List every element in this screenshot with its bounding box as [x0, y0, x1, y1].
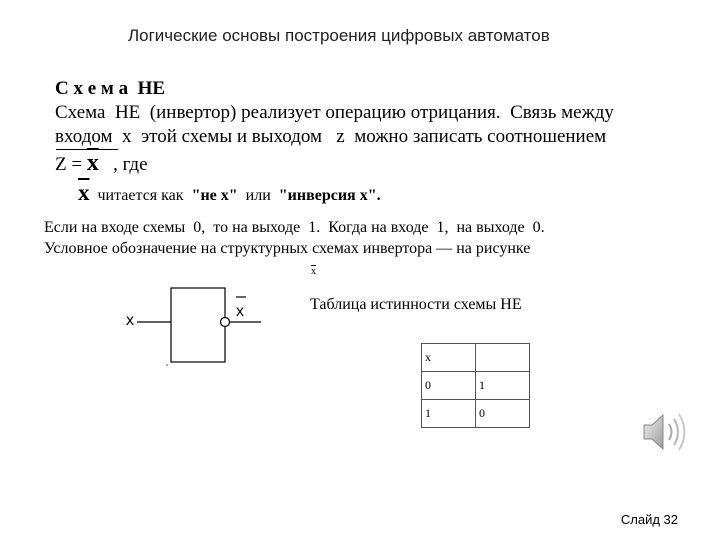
note-variable: $\overline{x}$ — [78, 180, 90, 205]
table-row — [422, 372, 530, 400]
slide-number: Слайд 32 — [620, 512, 678, 527]
note-text: читается как — [97, 187, 192, 204]
table-row — [422, 400, 530, 428]
slide-title: Логические основы построения цифровых автоматов — [128, 26, 550, 45]
small-x-label: $\overline{x}$ — [311, 266, 316, 277]
formula-prefix: Z = — [55, 154, 87, 175]
inverter-symbol — [115, 280, 275, 380]
table-cell: 1 — [476, 372, 530, 400]
heading-label: С х е м а — [55, 78, 129, 99]
table-cell: x — [422, 344, 476, 372]
paragraph1-line2: входом x этой схемы и выходом z можно записать соотношением — [55, 126, 607, 147]
table-cell: 0 — [422, 372, 476, 400]
formula-suffix: , где — [113, 154, 148, 175]
dot-mark — [166, 364, 168, 366]
paragraph2-line2: Условное обозначение на структурных схемах инвертора — на рисунке — [44, 240, 531, 257]
table-cell: 1 — [422, 400, 476, 428]
input-label: x — [126, 312, 134, 329]
note-middle: или — [237, 187, 279, 204]
truth-table-title — [310, 296, 522, 314]
note-quote-1: "не x" — [191, 187, 238, 204]
paragraph1-line1: Схема НЕ (инвертор) реализует операцию отрицания. Связь между — [55, 102, 614, 123]
speaker-icon[interactable] — [638, 408, 694, 456]
output-label: x — [236, 303, 244, 320]
table-cell: 0 — [476, 400, 530, 428]
truth-table-title-text: Таблица истинности схемы НЕ — [310, 296, 522, 313]
inverter-box — [171, 288, 225, 362]
truth-table — [421, 343, 530, 428]
table-row — [422, 344, 530, 372]
note-quote-2: "инверсия x". — [278, 187, 381, 204]
formula-variable: $\overline{x}$ — [86, 150, 99, 176]
inversion-bubble — [221, 318, 230, 327]
paragraph2-line1: Если на входе схемы 0, то на выходе 1. Когда на входе 1, на выходе 0. — [44, 219, 545, 236]
note-line — [78, 180, 381, 206]
section-heading — [55, 78, 165, 100]
table-cell — [476, 344, 530, 372]
formula-line — [55, 150, 148, 177]
heading-name: НЕ — [137, 78, 166, 99]
